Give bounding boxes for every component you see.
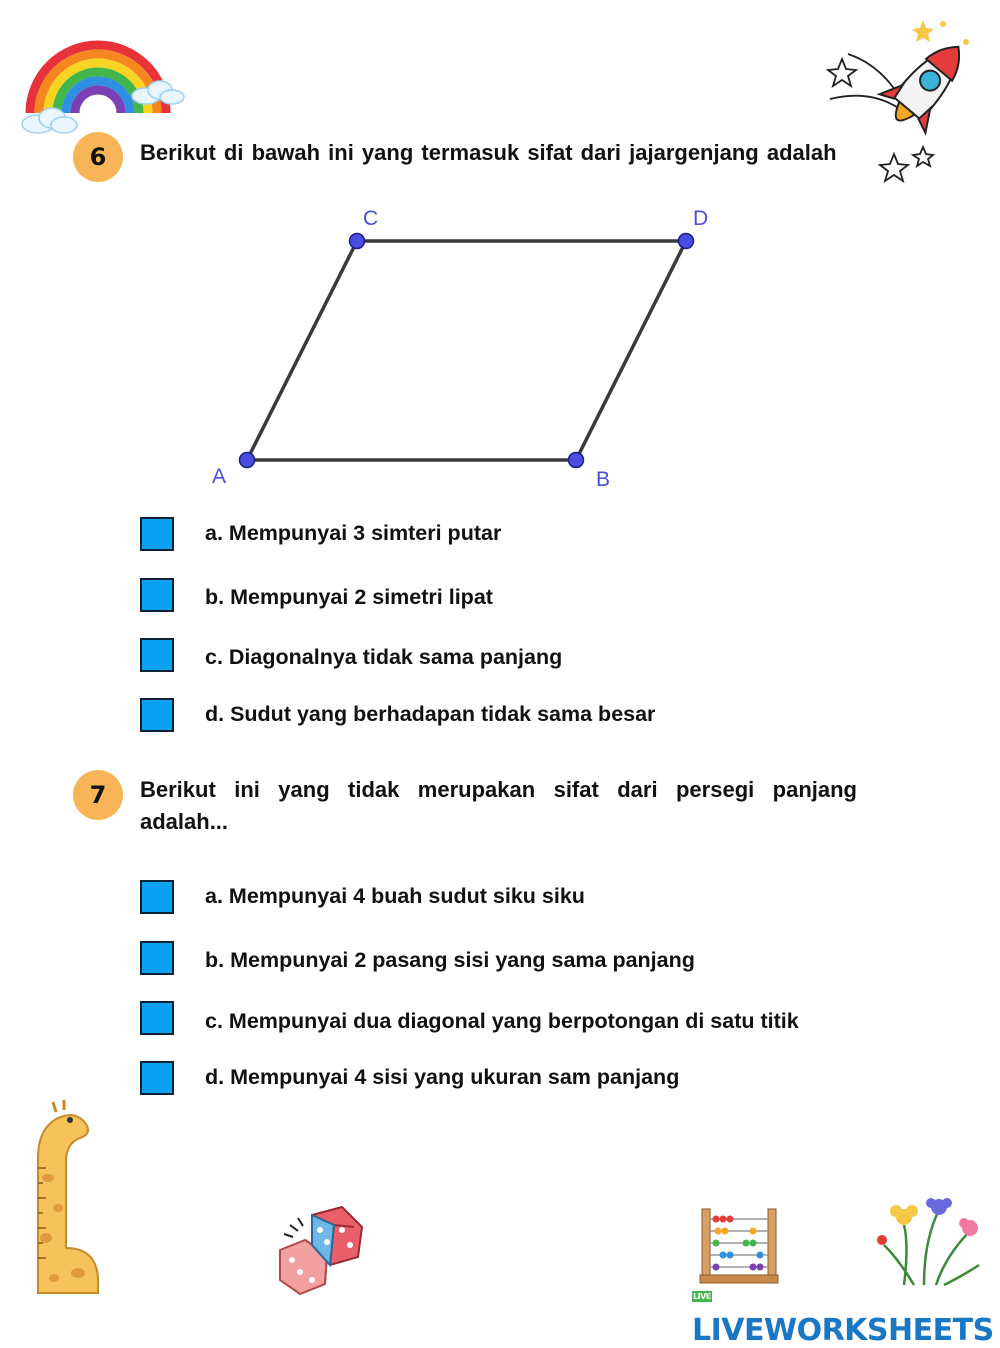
question-text: Berikut ini yang tidak merupakan sifat dari persegi panjang adalah... (140, 777, 857, 834)
point-d (679, 234, 694, 249)
point-b (569, 453, 584, 468)
question-number: 7 (89, 781, 107, 809)
parallelogram-figure (200, 195, 740, 495)
option-label: b. Mempunyai 2 simetri lipat (205, 585, 493, 609)
answer-checkbox[interactable] (140, 941, 174, 975)
logo-badge (692, 1292, 710, 1301)
logo-text: LIVEWORKSHEETS (692, 1313, 994, 1348)
question-number-badge (73, 132, 123, 182)
option-label: a. Mempunyai 3 simteri putar (205, 521, 502, 545)
abacus-icon (698, 1205, 780, 1285)
flowers-icon (874, 1195, 984, 1290)
option-label: c. Mempunyai dua diagonal yang berpotongan di satu titik (205, 1009, 799, 1033)
giraffe-ruler-icon (18, 1098, 108, 1298)
answer-checkbox[interactable] (140, 1061, 174, 1095)
parallelogram-shape (247, 241, 686, 460)
answer-checkbox[interactable] (140, 880, 174, 914)
question-text: Berikut di bawah ini yang termasuk sifat dari jajargenjang adalah (140, 140, 837, 165)
answer-checkbox[interactable] (140, 1001, 174, 1035)
point-a (240, 453, 255, 468)
option-label: d. Sudut yang berhadapan tidak sama besar (205, 702, 656, 726)
option-label: c. Diagonalnya tidak sama panjang (205, 645, 563, 669)
rainbow-icon (18, 28, 188, 138)
answer-checkbox[interactable] (140, 578, 174, 612)
question-number-badge (73, 770, 123, 820)
logo-badge-text: LIVE (693, 1292, 711, 1301)
label-d: D (693, 207, 709, 230)
option-label: b. Mempunyai 2 pasang sisi yang sama panjang (205, 948, 695, 972)
option-label: a. Mempunyai 4 buah sudut siku siku (205, 884, 585, 908)
answer-checkbox[interactable] (140, 517, 174, 551)
answer-checkbox[interactable] (140, 698, 174, 732)
label-b: B (596, 468, 611, 491)
label-a: A (212, 465, 227, 488)
point-c (350, 234, 365, 249)
answer-checkbox[interactable] (140, 638, 174, 672)
option-label: d. Mempunyai 4 sisi yang ukuran sam panjang (205, 1065, 680, 1089)
liveworksheets-logo[interactable] (692, 1278, 1000, 1348)
question-number: 6 (89, 143, 107, 171)
dice-icon (272, 1200, 372, 1300)
label-c: C (363, 207, 379, 230)
